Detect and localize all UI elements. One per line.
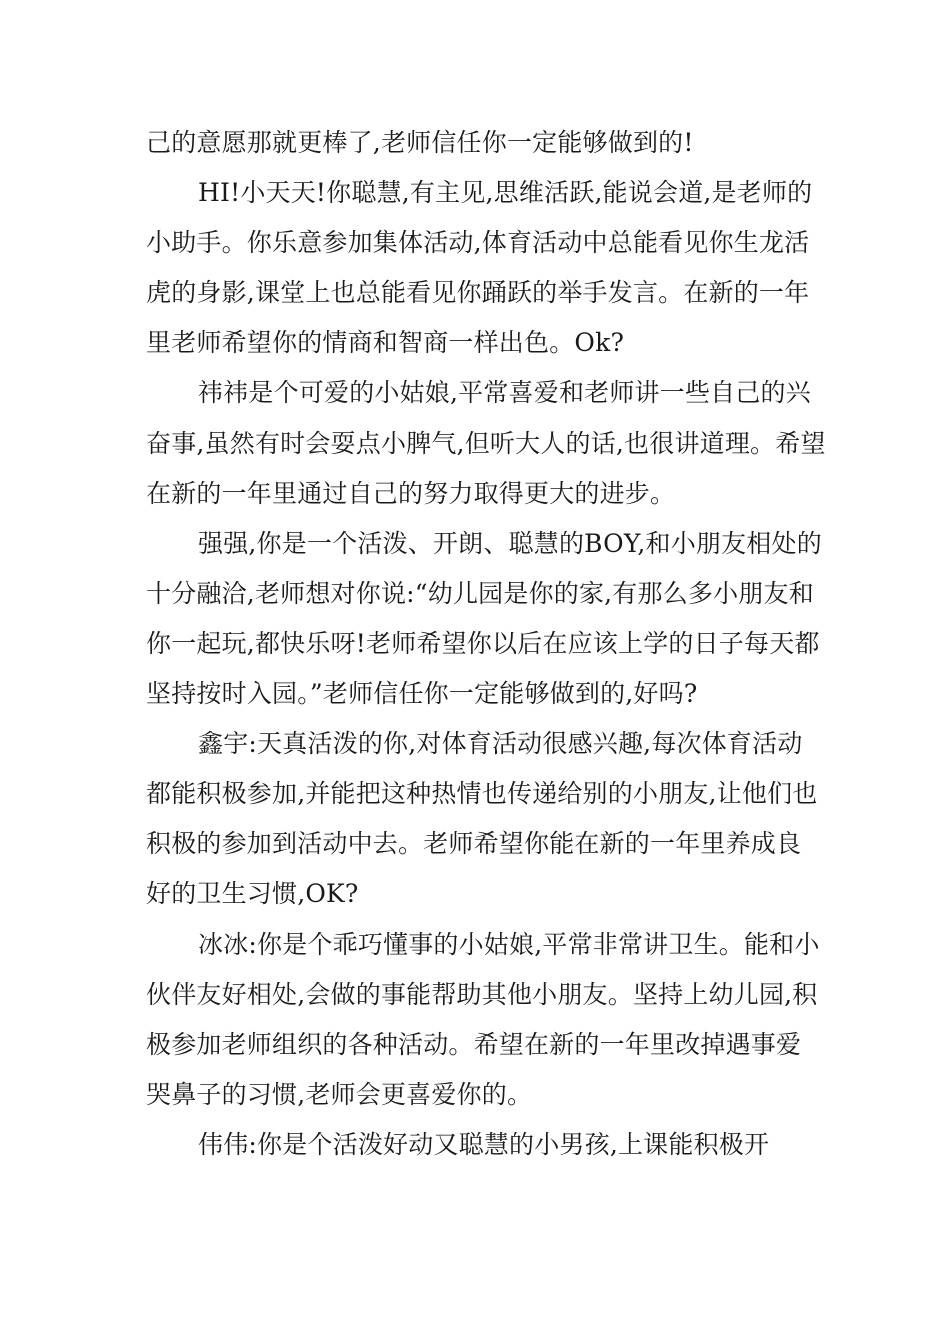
- paragraph-bingbing: 冰冰:你是个乖巧懂事的小姑娘,平常非常讲卫生。能和小伙伴友好相处,会做的事能帮助其他小朋友。坚持上幼儿园,积极参加老师组织的各种活动。希望在新的一年里改掉遇事爱哭鼻子的习惯,老师会更喜爱你的。: [146, 929, 820, 1109]
- paragraph-continuation: 己的意愿那就更棒了,老师信任你一定能够做到的!: [146, 128, 694, 157]
- paragraph-weiwei-girl: 祎祎是个可爱的小姑娘,平常喜爱和老师讲一些自己的兴奋事,虽然有时会耍点小脾气,但听大人的话,也很讲道理。希望在新的一年里通过自己的努力取得更大的进步。: [146, 378, 826, 508]
- document-page: [146, 118, 826, 1170]
- paragraph-weiwei-boy: 伟伟:你是个活泼好动又聪慧的小男孩,上课能积极开: [198, 1129, 770, 1159]
- paragraph-tiantian: HI!小天天!你聪慧,有主见,思维活跃,能说会道,是老师的小助手。你乐意参加集体活动,体育活动中总能看见你生龙活虎的身影,课堂上也总能看见你踊跃的举手发言。在新的一年里老师希望你的情商和智商一样出色。Ok?: [146, 178, 813, 358]
- paragraph-xinyu: 鑫宇:天真活泼的你,对体育活动很感兴趣,每次体育活动都能积极参加,并能把这种热情也传递给别的小朋友,让他们也积极的参加到活动中去。老师希望你能在新的一年里养成良好的卫生习惯,OK?: [146, 729, 818, 909]
- paragraph-qiangqiang: 强强,你是一个活泼、开朗、聪慧的BOY,和小朋友相处的十分融洽,老师想对你说:“幼儿园是你的家,有那么多小朋友和你一起玩,都快乐呀!老师希望你以后在应该上学的日子每天都坚持按时入园。”老师信任你一定能够做到的,好吗?: [146, 528, 822, 709]
